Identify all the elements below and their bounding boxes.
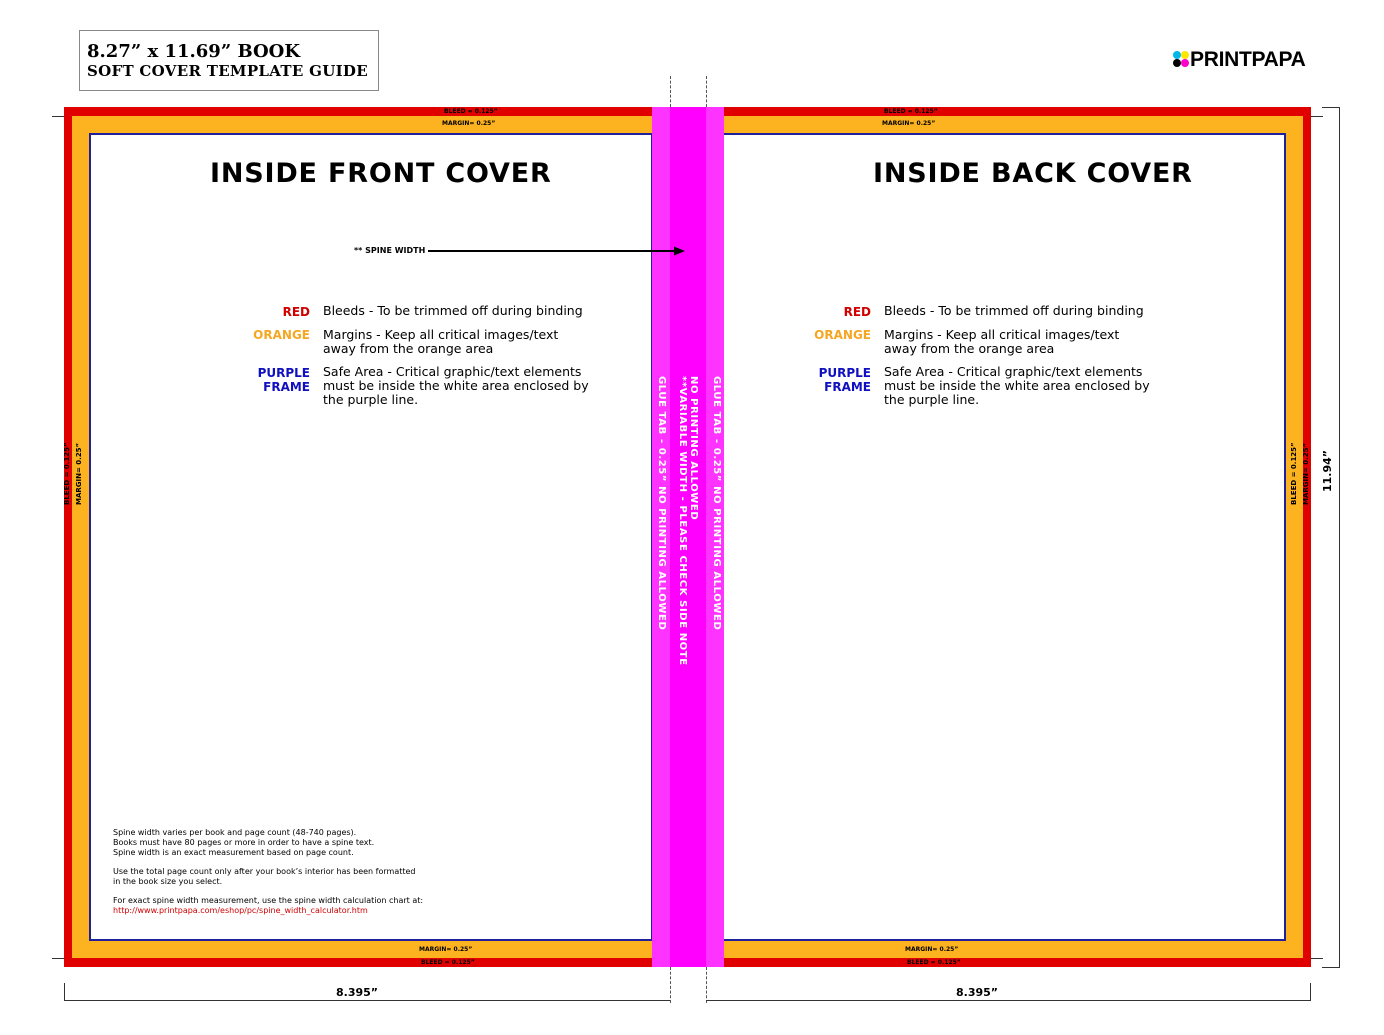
legend-text-purple: Safe Area - Critical graphic/text elements must be inside the white area enclosed by the purple line. bbox=[884, 364, 1150, 407]
legend-key-orange: ORANGE bbox=[814, 328, 871, 342]
margin-label-back-bottom: MARGIN= 0.25” bbox=[905, 946, 959, 953]
spine-guide-right-bottom bbox=[706, 967, 707, 1003]
margin-label-front-top: MARGIN= 0.25” bbox=[442, 120, 496, 127]
crop-mark bbox=[1311, 958, 1323, 959]
printpapa-logo-icon bbox=[1172, 50, 1192, 70]
bleed-label-front-top: BLEED = 0.125” bbox=[444, 108, 498, 115]
dimension-line-height bbox=[1339, 107, 1340, 967]
legend-text-orange: Margins - Keep all critical images/text away from the orange area bbox=[884, 327, 1120, 356]
note-line: Spine width varies per book and page count (48-740 pages). bbox=[113, 828, 357, 837]
legend-key-red: RED bbox=[282, 305, 310, 319]
spine-guide-right-top bbox=[706, 76, 707, 107]
crop-mark bbox=[52, 958, 64, 959]
spine-variable-area bbox=[670, 107, 706, 967]
width-dimension-right: 8.395” bbox=[956, 986, 999, 999]
bleed-label-back-bottom: BLEED = 0.125” bbox=[907, 959, 961, 966]
legend-text-purple: Safe Area - Critical graphic/text elements must be inside the white area enclosed by the purple line. bbox=[323, 364, 589, 407]
back-cover-heading: INSIDE BACK COVER bbox=[873, 158, 1193, 189]
height-dimension: 11.94” bbox=[1321, 449, 1334, 492]
note-line: Spine width is an exact measurement based on page count. bbox=[113, 848, 354, 857]
note-line: For exact spine width measurement, use the spine width calculation chart at: bbox=[113, 896, 424, 905]
title-subtitle: SOFT COVER TEMPLATE GUIDE bbox=[87, 62, 368, 80]
legend-key-orange: ORANGE bbox=[253, 328, 310, 342]
legend-key-purple: PURPLE FRAME bbox=[257, 366, 310, 394]
dimension-tick bbox=[1322, 107, 1340, 108]
bleed-label-left: BLEED = 0.125” bbox=[63, 442, 71, 505]
legend-text-red: Bleeds - To be trimmed off during binding bbox=[323, 303, 583, 318]
spine-width-arrow-line bbox=[428, 250, 676, 252]
note-line: Use the total page count only after your book’s interior has been formatted bbox=[113, 867, 416, 876]
glue-tab-left-label: GLUE TAB - 0.25” NO PRINTING ALLOWED bbox=[656, 376, 667, 631]
spine-guide-left-bottom bbox=[670, 967, 671, 1003]
dimension-tick bbox=[64, 983, 65, 1001]
legend-text-red: Bleeds - To be trimmed off during binding bbox=[884, 303, 1144, 318]
crop-mark bbox=[52, 116, 64, 117]
margin-label-right: MARGIN= 0.25” bbox=[1302, 442, 1310, 505]
spine-guide-left-top bbox=[670, 76, 671, 107]
spine-calculator-link[interactable]: http://www.printpapa.com/eshop/pc/spine_width_calculator.htm bbox=[113, 906, 368, 915]
margin-label-back-top: MARGIN= 0.25” bbox=[882, 120, 936, 127]
note-line: in the book size you select. bbox=[113, 877, 223, 886]
legend-key-red: RED bbox=[843, 305, 871, 319]
arrow-right-icon bbox=[674, 245, 686, 257]
back-safe-area bbox=[722, 133, 1286, 941]
bleed-label-back-top: BLEED = 0.125” bbox=[884, 108, 938, 115]
spine-variable-width-label: **VARIABLE WIDTH - PLEASE CHECK SIDE NOTE bbox=[677, 376, 688, 666]
legend-text-orange: Margins - Keep all critical images/text away from the orange area bbox=[323, 327, 559, 356]
dimension-line-right bbox=[706, 1000, 1311, 1001]
printpapa-logo-text: PRINTPAPA bbox=[1190, 48, 1306, 71]
title-size: 8.27” x 11.69” BOOK bbox=[87, 41, 300, 62]
dimension-tick bbox=[1322, 967, 1340, 968]
bleed-label-right: BLEED = 0.125” bbox=[1290, 442, 1298, 505]
dimension-line-left bbox=[64, 1000, 670, 1001]
margin-label-left: MARGIN= 0.25” bbox=[75, 442, 83, 505]
dimension-tick bbox=[1310, 983, 1311, 1001]
spine-no-printing-label: NO PRINTING ALLOWED bbox=[688, 376, 699, 521]
bleed-label-front-bottom: BLEED = 0.125” bbox=[421, 959, 475, 966]
glue-tab-right-label: GLUE TAB - 0.25” NO PRINTING ALLOWED bbox=[711, 376, 722, 631]
width-dimension-left: 8.395” bbox=[336, 986, 379, 999]
margin-label-front-bottom: MARGIN= 0.25” bbox=[419, 946, 473, 953]
front-cover-heading: INSIDE FRONT COVER bbox=[210, 158, 552, 189]
note-line: Books must have 80 pages or more in order to have a spine text. bbox=[113, 838, 375, 847]
crop-mark bbox=[1311, 116, 1323, 117]
legend-key-purple: PURPLE FRAME bbox=[818, 366, 871, 394]
spine-width-label: ** SPINE WIDTH bbox=[354, 246, 426, 255]
